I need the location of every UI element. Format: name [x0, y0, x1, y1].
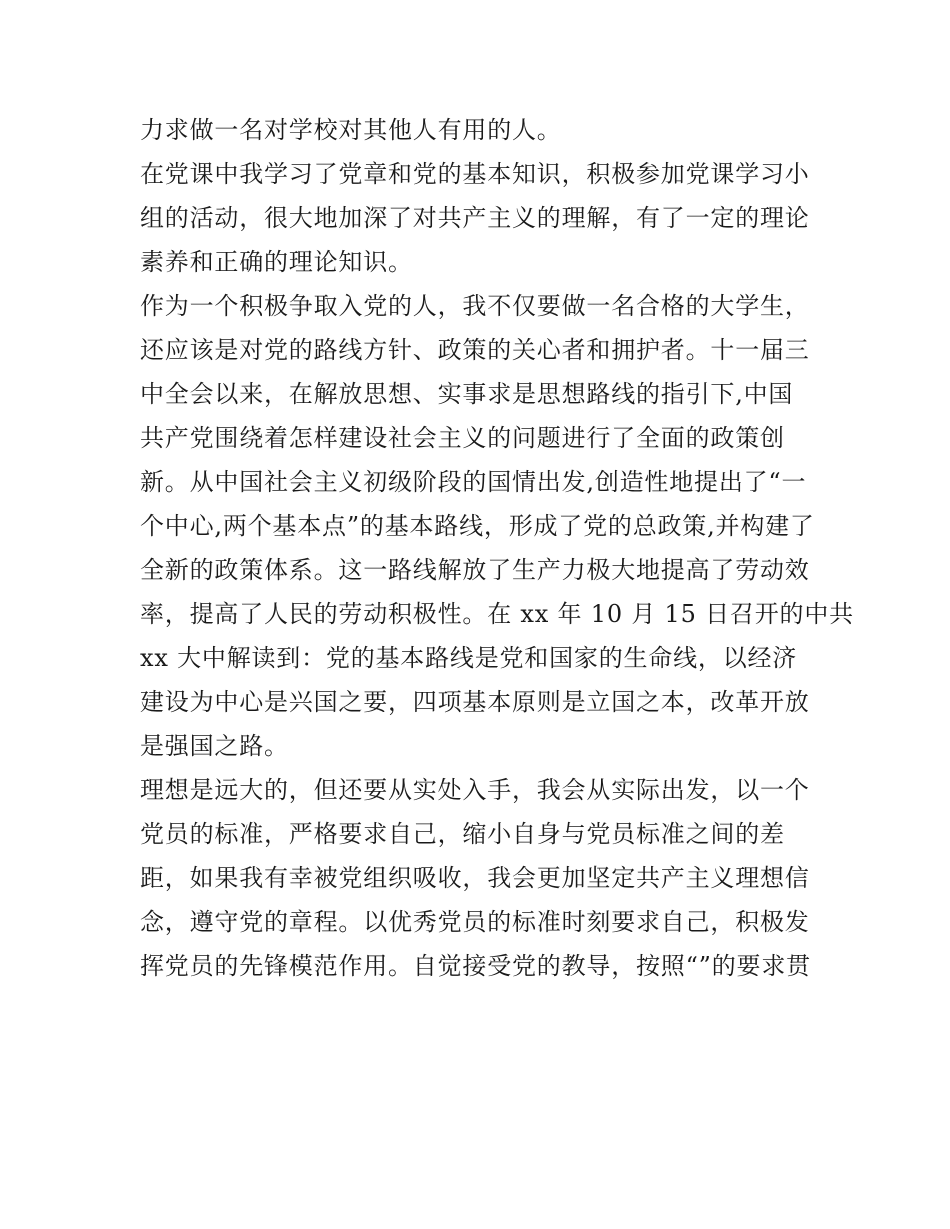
text-line: 理想是远大的，但还要从实处入手，我会从实际出发，以一个 [140, 776, 810, 804]
text-line: 在党课中我学习了党章和党的基本知识，积极参加党课学习小 [140, 160, 810, 188]
text-line: 个中心,两个基本点”的基本路线，形成了党的总政策,并构建了 [140, 512, 815, 540]
text-line: 作为一个积极争取入党的人，我不仅要做一名合格的大学生， [140, 292, 810, 320]
text-line: 率，提高了人民的劳动积极性。在 xx 年 10 月 15 日召开的中共 [140, 600, 854, 628]
text-line: xx 大中解读到：党的基本路线是党和国家的生命线，以经济 [140, 644, 798, 672]
text-line: 距，如果我有幸被党组织吸收，我会更加坚定共产主义理想信 [140, 864, 810, 892]
document-body [140, 108, 854, 988]
text-line: 素养和正确的理论知识。 [140, 248, 413, 276]
text-line: 全新的政策体系。这一路线解放了生产力极大地提高了劳动效 [140, 556, 810, 584]
text-line: 党员的标准，严格要求自己，缩小自身与党员标准之间的差 [140, 820, 785, 848]
text-line: 中全会以来，在解放思想、实事求是思想路线的指引下,中国 [140, 380, 794, 408]
text-line: 共产党围绕着怎样建设社会主义的问题进行了全面的政策创 [140, 424, 785, 452]
text-line: 建设为中心是兴国之要，四项基本原则是立国之本，改革开放 [140, 688, 810, 716]
text-line: 还应该是对党的路线方针、政策的关心者和拥护者。十一届三 [140, 336, 810, 364]
text-line: 念，遵守党的章程。以优秀党员的标准时刻要求自己，积极发 [140, 908, 810, 936]
text-line: 组的活动，很大地加深了对共产主义的理解，有了一定的理论 [140, 204, 810, 232]
text-line: 挥党员的先锋模范作用。自觉接受党的教导，按照“”的要求贯 [140, 952, 811, 980]
text-line: 是强国之路。 [140, 732, 289, 760]
text-line: 力求做一名对学校对其他人有用的人。 [140, 116, 562, 144]
text-line: 新。从中国社会主义初级阶段的国情出发,创造性地提出了“一 [140, 468, 807, 496]
